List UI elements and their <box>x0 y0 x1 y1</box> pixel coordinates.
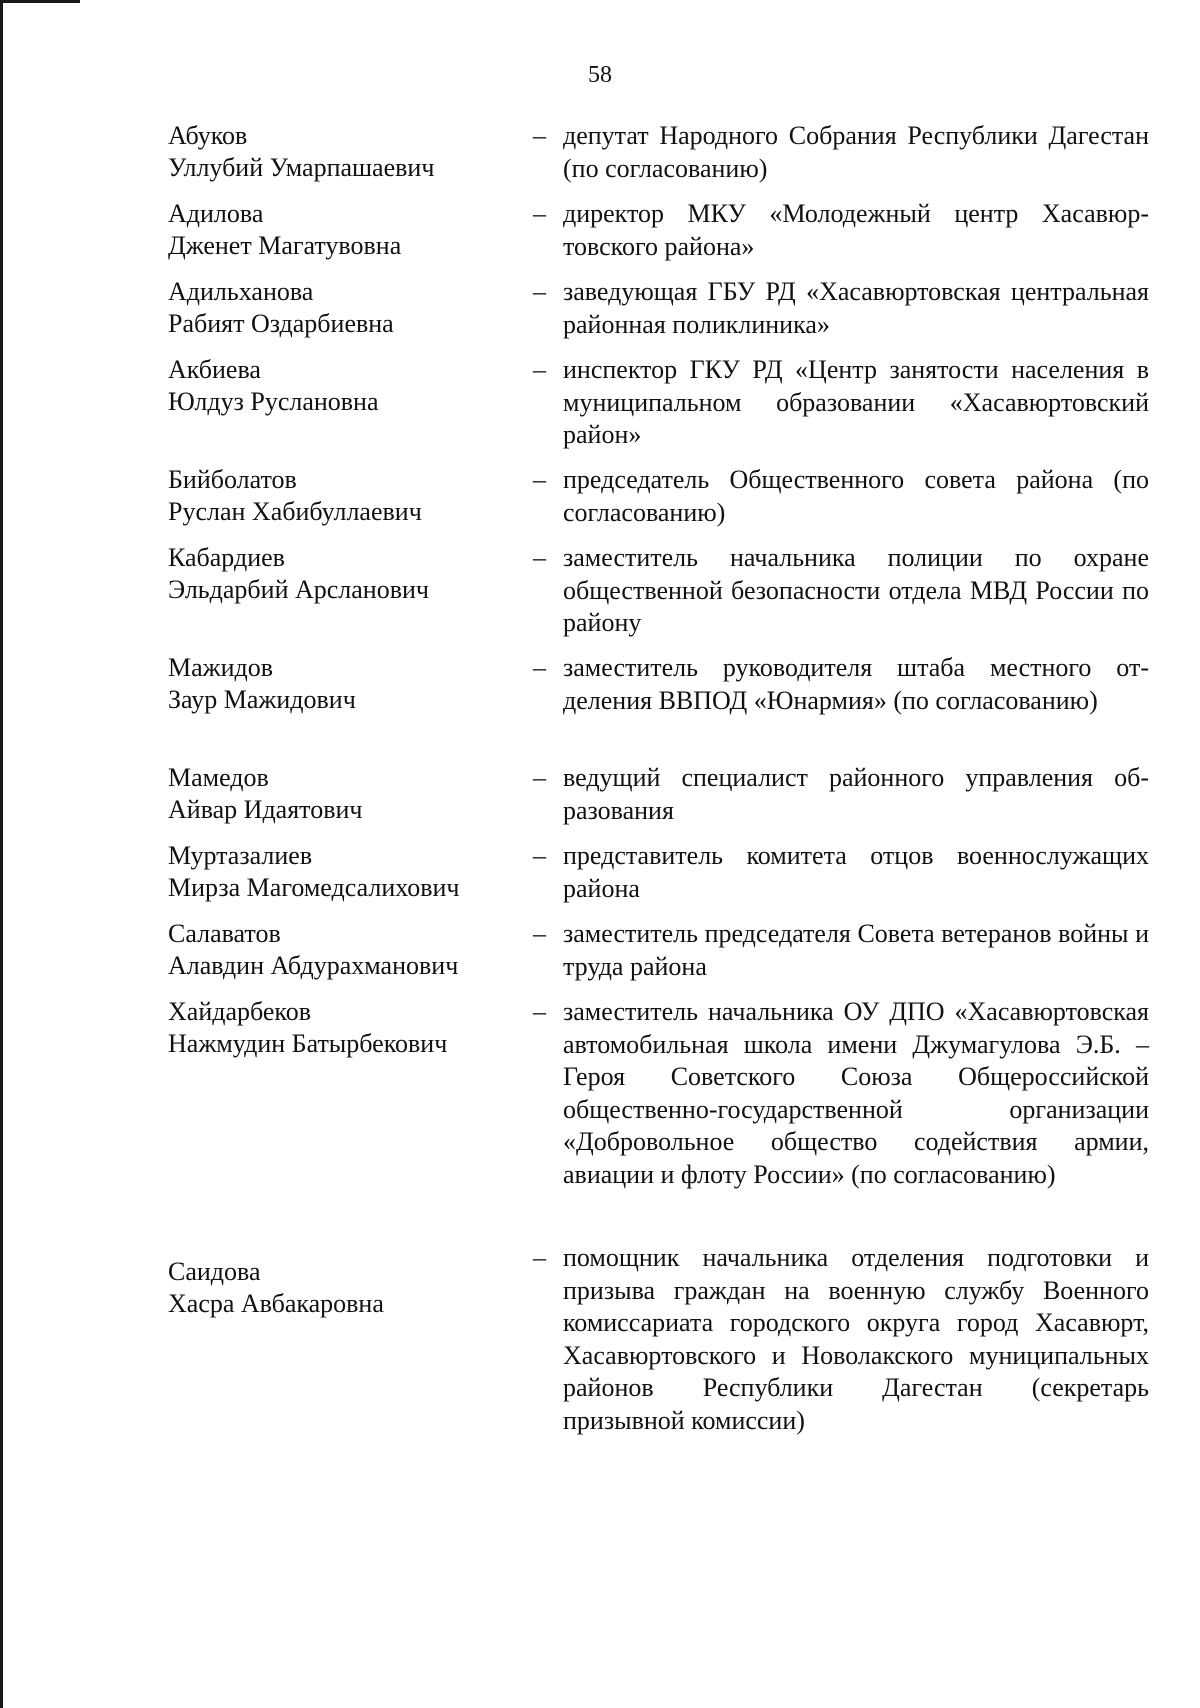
person-surname: Саидова <box>168 1257 261 1286</box>
dash: – <box>533 1243 546 1272</box>
person-given-names: Айвар Идаятович <box>168 795 363 824</box>
person-given-names: Дженет Магатувовна <box>168 231 402 260</box>
person-surname: Салаватов <box>168 919 281 948</box>
person-given-names: Заур Мажидович <box>168 685 356 714</box>
person-name <box>168 542 528 606</box>
scan-edge-top <box>0 0 80 3</box>
person-name <box>168 464 528 528</box>
person-given-names: Уллубий Умарпашаевич <box>168 153 435 182</box>
dash: – <box>533 841 546 870</box>
person-name <box>168 120 528 184</box>
person-given-names: Эльдарбий Арсланович <box>168 575 429 604</box>
person-name <box>168 198 528 262</box>
person-surname: Абуков <box>168 121 248 150</box>
person-name <box>168 354 528 418</box>
position-description: заместитель председателя Совета ветеранов войны и труда района <box>563 919 1149 981</box>
person-given-names: Мирза Магомедсалихович <box>168 873 460 902</box>
dash: – <box>533 653 546 682</box>
position-description: помощник начальника отделения подготовки и призыва граждан на военную службу Военного комиссариата городского округа город Хасавюрт, Хасавюртовского и Новолакского муниципальных районов Республики Дагестан (секретарь призывной комиссии) <box>563 1243 1149 1435</box>
person-name <box>168 996 528 1060</box>
person-given-names: Руслан Хабибуллаевич <box>168 497 422 526</box>
person-surname: Акбиева <box>168 355 261 384</box>
person-surname: Мажидов <box>168 653 274 682</box>
dash: – <box>533 277 546 306</box>
dash: – <box>533 997 546 1026</box>
position-description: заместитель начальника ОУ ДПО «Хасавюртовская автомобильная школа имени Джумагулова Э.Б. – Героя Советского Союза Общероссийской общественно-государственной организации «Добровольное общество содействия армии, авиации и флоту России» (по согласованию) <box>563 997 1149 1189</box>
page-number: 58 <box>588 62 612 88</box>
person-name <box>168 652 528 716</box>
position-description: заместитель начальника полиции по охране общественной безопасности отдела МВД России по району <box>563 543 1149 637</box>
person-surname: Мамедов <box>168 763 269 792</box>
person-given-names: Алавдин Абдурахманович <box>168 951 459 980</box>
person-surname: Муртазалиев <box>168 841 313 870</box>
person-name <box>168 762 528 826</box>
position-description: представитель комитета отцов военнослужащих района <box>563 841 1149 903</box>
position-description: инспектор ГКУ РД «Центр занятости населения в муниципальном образовании «Хасавюртовский район» <box>563 355 1149 449</box>
person-surname: Адилова <box>168 199 264 228</box>
person-name <box>168 918 528 982</box>
person-given-names: Рабият Оздарбиевна <box>168 309 394 338</box>
dash: – <box>533 919 546 948</box>
person-given-names: Хасра Авбакаровна <box>168 1289 384 1318</box>
person-surname: Хайдарбеков <box>168 997 312 1026</box>
position-description: директор МКУ «Молодежный центр Хасавюртовского района» <box>563 199 1149 261</box>
person-surname: Адильханова <box>168 277 314 306</box>
dash: – <box>533 199 546 228</box>
position-description: заместитель руководителя штаба местного отделения ВВПОД «Юнармия» (по согласованию) <box>563 653 1149 715</box>
dash: – <box>533 121 546 150</box>
scan-edge-left <box>0 0 3 1708</box>
person-surname: Бийболатов <box>168 465 297 494</box>
dash: – <box>533 763 546 792</box>
person-name <box>168 276 528 340</box>
position-description: ведущий специалист районного управления образования <box>563 763 1149 825</box>
dash: – <box>533 465 546 494</box>
dash: – <box>533 355 546 384</box>
position-description: заведующая ГБУ РД «Хасавюртовская центральная районная поликлиника» <box>563 277 1149 339</box>
person-surname: Кабардиев <box>168 543 285 572</box>
person-given-names: Юлдуз Руслановна <box>168 387 379 416</box>
person-given-names: Нажмудин Батырбекович <box>168 1029 448 1058</box>
dash: – <box>533 543 546 572</box>
person-name <box>168 840 528 904</box>
position-description: председатель Общественного совета района (по согласованию) <box>563 465 1149 527</box>
position-description: депутат Народного Собрания Республики Дагестан (по согласованию) <box>563 121 1149 183</box>
person-name <box>168 1256 528 1320</box>
